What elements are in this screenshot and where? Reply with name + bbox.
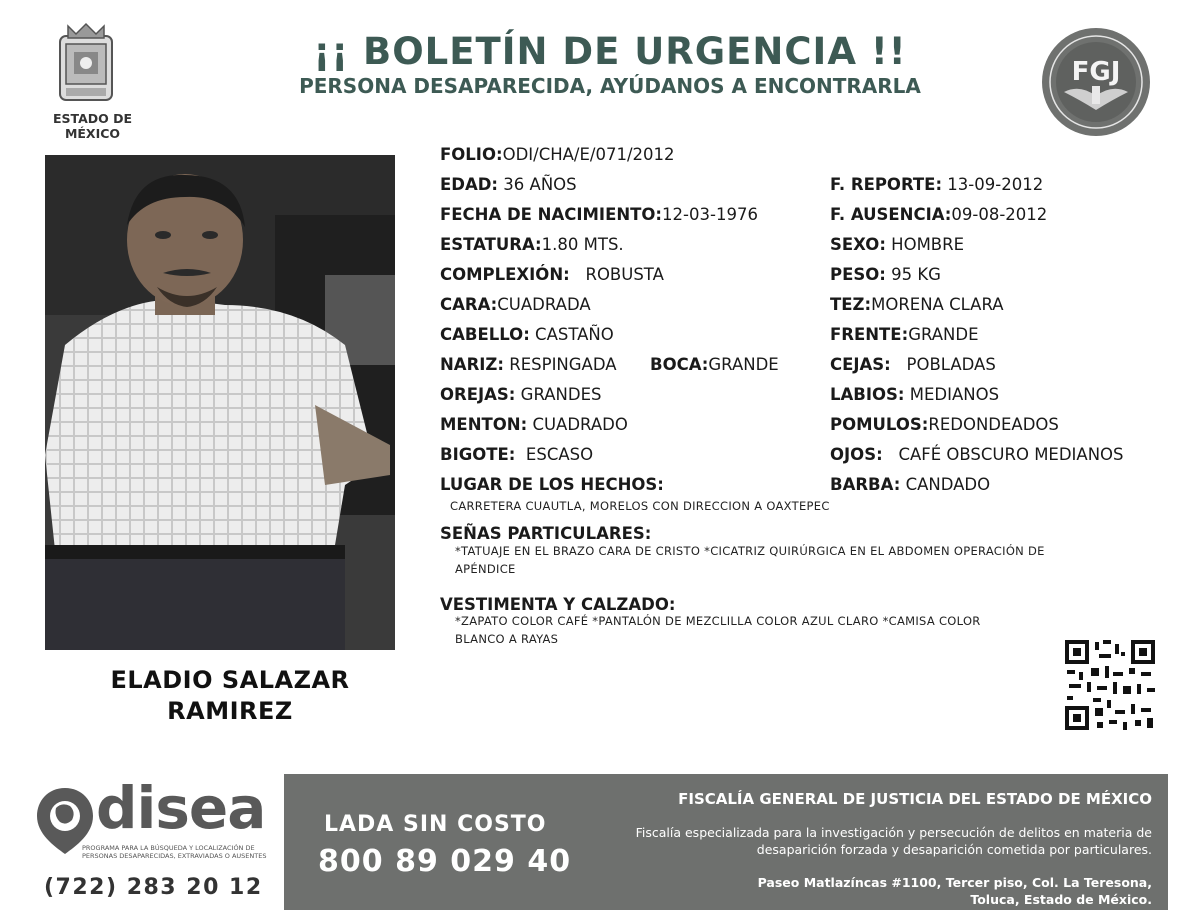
fiscalia-address xyxy=(592,874,1152,908)
field-edad: EDAD: 36 AÑOS xyxy=(440,175,577,194)
person-photo xyxy=(45,155,395,650)
field-orejas: OREJAS: GRANDES xyxy=(440,385,602,404)
fgj-seal-icon xyxy=(1040,26,1152,138)
person-name-line2: RAMIREZ xyxy=(167,697,293,725)
contact-phone: (722) 283 20 12 xyxy=(44,875,263,900)
vestimenta-line2: BLANCO A RAYAS xyxy=(455,632,559,646)
field-cara: CARA:CUADRADA xyxy=(440,295,591,314)
field-fecha-nacimiento: FECHA DE NACIMIENTO:12-03-1976 xyxy=(440,205,758,224)
lada-number: 800 89 029 40 xyxy=(318,844,572,879)
fiscalia-description: Fiscalía especializada para la investigación y persecución de delitos en materia de desaparición forzada y desaparición cometida por particulares. xyxy=(635,825,1152,857)
field-cabello: CABELLO: CASTAÑO xyxy=(440,325,614,344)
person-name xyxy=(60,665,400,727)
field-lugar-hechos: LUGAR DE LOS HECHOS: xyxy=(440,475,664,494)
field-sexo: SEXO: HOMBRE xyxy=(830,235,965,254)
field-f-ausencia: F. AUSENCIA:09-08-2012 xyxy=(830,205,1048,224)
field-menton: MENTON: CUADRADO xyxy=(440,415,628,434)
field-frente: FRENTE:GRANDE xyxy=(830,325,979,344)
bulletin-subtitle: PERSONA DESAPARECIDA, AYÚDANOS A ENCONTRARLA xyxy=(299,74,921,98)
lada-label: LADA SIN COSTO xyxy=(324,812,547,837)
state-logo xyxy=(30,18,155,141)
state-name: ESTADO DE MÉXICO xyxy=(52,111,133,141)
field-tez: TEZ:MORENA CLARA xyxy=(830,295,1004,314)
field-peso: PESO: 95 KG xyxy=(830,265,941,284)
lugar-hechos-value: CARRETERA CUAUTLA, MORELOS CON DIRECCION A OAXTEPEC xyxy=(450,499,830,513)
field-f-reporte: F. REPORTE: 13-09-2012 xyxy=(830,175,1044,194)
odisea-wordmark: disea xyxy=(96,774,266,842)
field-ojos: OJOS: CAFÉ OBSCURO MEDIANOS xyxy=(830,445,1124,464)
field-folio: FOLIO:ODI/CHA/E/071/2012 xyxy=(440,145,675,164)
qr-code[interactable] xyxy=(1063,638,1157,732)
bulletin-title: ¡¡ BOLETÍN DE URGENCIA !! xyxy=(313,30,907,73)
odisea-logo xyxy=(34,774,274,876)
field-complexion: COMPLEXIÓN: ROBUSTA xyxy=(440,265,664,284)
svg-text:FGJ: FGJ xyxy=(1071,57,1121,87)
field-estatura: ESTATURA:1.80 MTS. xyxy=(440,235,624,254)
senas-line1: *TATUAJE EN EL BRAZO CARA DE CRISTO *CICATRIZ QUIRÚRGICA EN EL ABDOMEN OPERACIÓN DE xyxy=(455,544,1045,558)
fiscalia-title: FISCALÍA GENERAL DE JUSTICIA DEL ESTADO DE MÉXICO xyxy=(678,790,1152,808)
vestimenta-line1: *ZAPATO COLOR CAFÉ *PANTALÓN DE MEZCLILLA COLOR AZUL CLARO *CAMISA COLOR xyxy=(455,614,981,628)
field-cejas: CEJAS: POBLADAS xyxy=(830,355,996,374)
field-nariz: NARIZ: RESPINGADA xyxy=(440,355,617,374)
person-name-line1: ELADIO SALAZAR xyxy=(110,666,350,694)
field-pomulos: POMULOS:REDONDEADOS xyxy=(830,415,1059,434)
field-bigote: BIGOTE: ESCASO xyxy=(440,445,594,464)
state-crest-icon xyxy=(54,22,118,108)
field-barba: BARBA: CANDADO xyxy=(830,475,991,494)
address-line1: Paseo Matlazíncas #1100, Tercer piso, Col. La Teresona, xyxy=(757,875,1152,890)
senas-line2: APÉNDICE xyxy=(455,562,516,576)
field-boca: BOCA:GRANDE xyxy=(650,355,779,374)
address-line2: Toluca, Estado de México. xyxy=(970,892,1152,907)
vestimenta-title: VESTIMENTA Y CALZADO: xyxy=(440,595,676,614)
field-labios: LABIOS: MEDIANOS xyxy=(830,385,1000,404)
footer-band xyxy=(284,774,1168,910)
senas-title: SEÑAS PARTICULARES: xyxy=(440,524,652,543)
qr-code-icon xyxy=(1063,638,1157,732)
odisea-tagline: PROGRAMA PARA LA BÚSQUEDA Y LOCALIZACIÓN DE PERSONAS DESAPARECIDAS, EXTRAVIADAS O AUSENTES xyxy=(82,844,267,860)
fgj-seal xyxy=(1040,26,1152,138)
